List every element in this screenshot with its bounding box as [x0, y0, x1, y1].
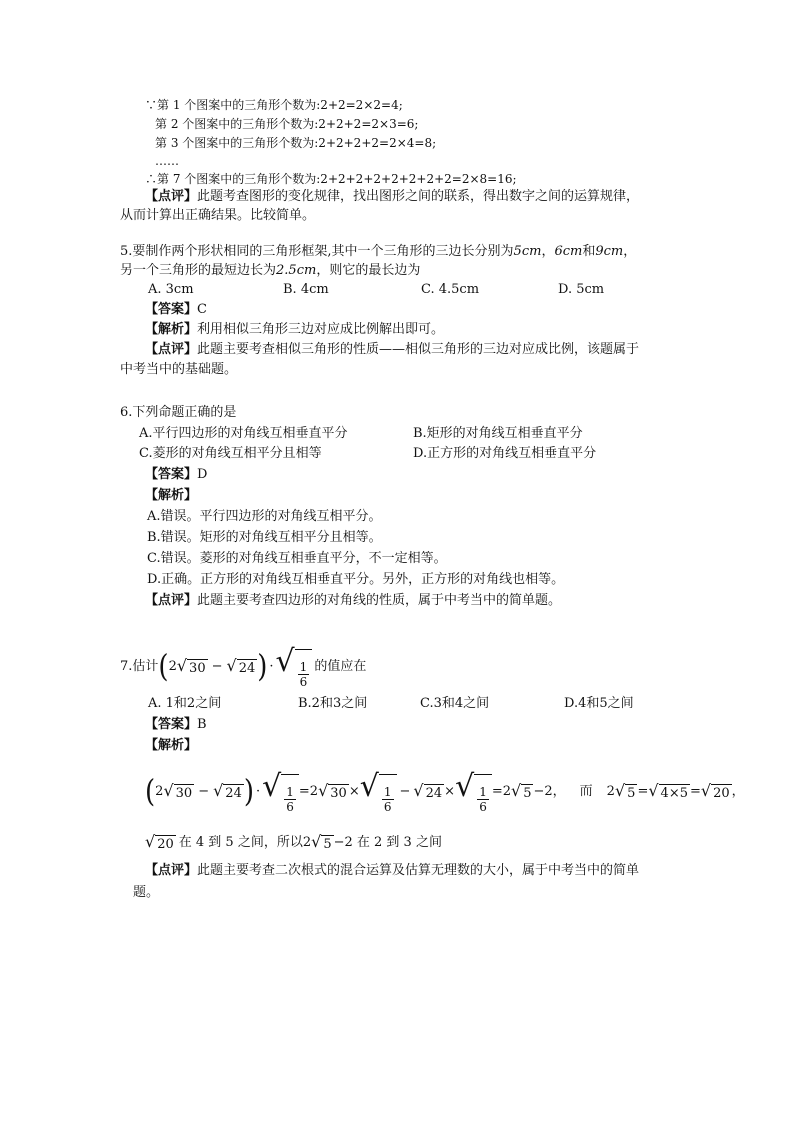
q6-option-d: D.正方形的对角线互相垂直平分: [413, 446, 597, 461]
q7-stem-prefix: 7.估计: [120, 659, 159, 674]
q6-answer: [145, 466, 207, 484]
q6-option-a: A.平行四边形的对角线互相垂直平分: [139, 426, 348, 441]
sqrt-30: √ 30: [176, 656, 206, 676]
q6-answer-tag: 【答案】: [145, 467, 198, 482]
minus-sign: −: [211, 659, 223, 674]
q7-analysis-2: √ 20 在 4 到 5 之间，所以 2 √ 5 −2 在 2 到 3 之间: [145, 832, 442, 852]
q6-analysis-c: C.错误。菱形的对角线互相垂直平分，不一定相等。: [147, 551, 447, 566]
q5-len-2: 6cm: [554, 244, 583, 259]
q5-answer-tag: 【答案】: [145, 302, 198, 317]
q5-answer-value: C: [197, 302, 207, 317]
q5-stem-text: 5.要制作两个形状相同的三角形框架,其中一个三角形的三边长分别为: [120, 244, 514, 259]
q7-equation: [145, 770, 745, 815]
q7-stem-suffix: 的值应在: [314, 659, 367, 674]
line-5: ∴第 7 个图案中的三角形个数为:2+2+2+2+2+2+2+2=2×8=16;: [145, 172, 517, 186]
q5-stem-1: [120, 243, 636, 261]
q5-option-d: D. 5cm: [558, 282, 605, 297]
q7-stem: [120, 645, 366, 689]
q5-option-a: A. 3cm: [148, 282, 194, 297]
q5-sep-2: ，: [623, 244, 637, 259]
q5-comment-tag: 【点评】: [145, 342, 198, 357]
q6-comment-text: 此题主要考查四边形的对角线的性质，属于中考当中的简单题。: [197, 593, 562, 608]
q7-option-d: D.4和5之间: [564, 696, 634, 711]
q7-stem-math: [120, 645, 366, 689]
q5-stem2-suffix: ，则它的最长边为: [316, 263, 421, 278]
q6-analysis-d: D.正确。正方形的对角线互相垂直平分。另外，正方形的对角线也相等。: [147, 572, 565, 587]
q5-option-b: B. 4cm: [283, 282, 329, 297]
q6-comment-tag: 【点评】: [145, 593, 198, 608]
q7-analysis-tag: 【解析】: [145, 738, 198, 753]
sqrt-24: √ 24: [226, 656, 256, 676]
q7-option-b: B.2和3之间: [298, 696, 368, 711]
q5-comment-text: 此题主要考查相似三角形的性质——相似三角形的三边对应成比例，该题属于: [197, 342, 640, 357]
right-paren: ): [257, 649, 268, 685]
line-1: ∵第 1 个图案中的三角形个数为:2+2=2×2=4;: [145, 98, 403, 112]
q6-option-b: B.矩形的对角线互相垂直平分: [413, 426, 583, 441]
q5-stem2-text: 另一个三角形的最短边长为: [120, 263, 277, 278]
q5-comment: [145, 341, 639, 359]
q5-sep-1: ，: [541, 244, 555, 259]
q5-stem-2: [120, 262, 420, 280]
comment-line-1: [145, 188, 639, 206]
left-paren: (: [158, 649, 169, 685]
dot-operator: ·: [269, 659, 274, 674]
q7-answer-value: B: [197, 717, 207, 732]
q7-answer-tag: 【答案】: [145, 717, 198, 732]
q5-answer: [145, 301, 207, 319]
q7-comment-text: 此题主要考查二次根式的混合运算及估算无理数的大小，属于中考当中的简单: [197, 863, 640, 878]
q6-stem: 6.下列命题正确的是: [120, 405, 237, 420]
q5-comment-2: 中考当中的基础题。: [120, 362, 238, 377]
line-4: ……: [155, 154, 179, 168]
q7-option-c: C.3和4之间: [420, 696, 490, 711]
comment-tag: 【点评】: [145, 189, 198, 204]
coef-two: 2: [168, 659, 177, 674]
q7-option-a: A. 1和2之间: [148, 696, 222, 711]
q6-analysis-tag: 【解析】: [145, 488, 198, 503]
q5-analysis-text: 利用相似三角形三边对应成比例解出即可。: [197, 322, 445, 337]
q5-len-1: 5cm: [513, 244, 542, 259]
line-2: 第 2 个图案中的三角形个数为:2+2+2=2×3=6;: [155, 117, 419, 131]
q5-short-side: 2.5cm: [276, 263, 317, 278]
comment-line-2: 从而计算出正确结果。比较简单。: [120, 208, 316, 223]
q7-comment-tag: 【点评】: [145, 863, 198, 878]
q5-and: 和: [582, 244, 596, 259]
q5-analysis-tag: 【解析】: [145, 322, 198, 337]
q5-option-c: C. 4.5cm: [421, 282, 480, 297]
q7-equation-math: ( 2 √ 30 − √ 24 ) · √ $\frac{1}{6}$ =2 √ 30 × √ $\frac{1}{6}$ − √ 24 × √ $\frac{1}{6}$ =2 √ 5 −2， 而 2 √ 5 = √ 4×5 = √ 20 ，: [145, 769, 745, 814]
q6-option-c: C.菱形的对角线互相平分且相等: [139, 446, 322, 461]
q6-answer-value: D: [197, 467, 208, 482]
q7-comment-2: 题。: [133, 885, 160, 900]
q5-analysis: [145, 321, 444, 339]
q6-comment: [145, 592, 561, 610]
sqrt-one-sixth: √ $\frac{1}{6}$: [276, 645, 313, 689]
q6-analysis-b: B.错误。矩形的对角线互相平分且相等。: [147, 530, 382, 545]
line-3: 第 3 个图案中的三角形个数为:2+2+2+2=2×4=8;: [155, 136, 437, 150]
comment-text: 此题考查图形的变化规律，找出图形之间的联系，得出数字之间的运算规律，: [197, 189, 640, 204]
q5-len-3: 9cm: [595, 244, 624, 259]
q7-comment: [145, 862, 639, 880]
q7-answer: [145, 716, 207, 734]
q6-analysis-a: A.错误。平行四边形的对角线互相平分。: [147, 509, 382, 524]
